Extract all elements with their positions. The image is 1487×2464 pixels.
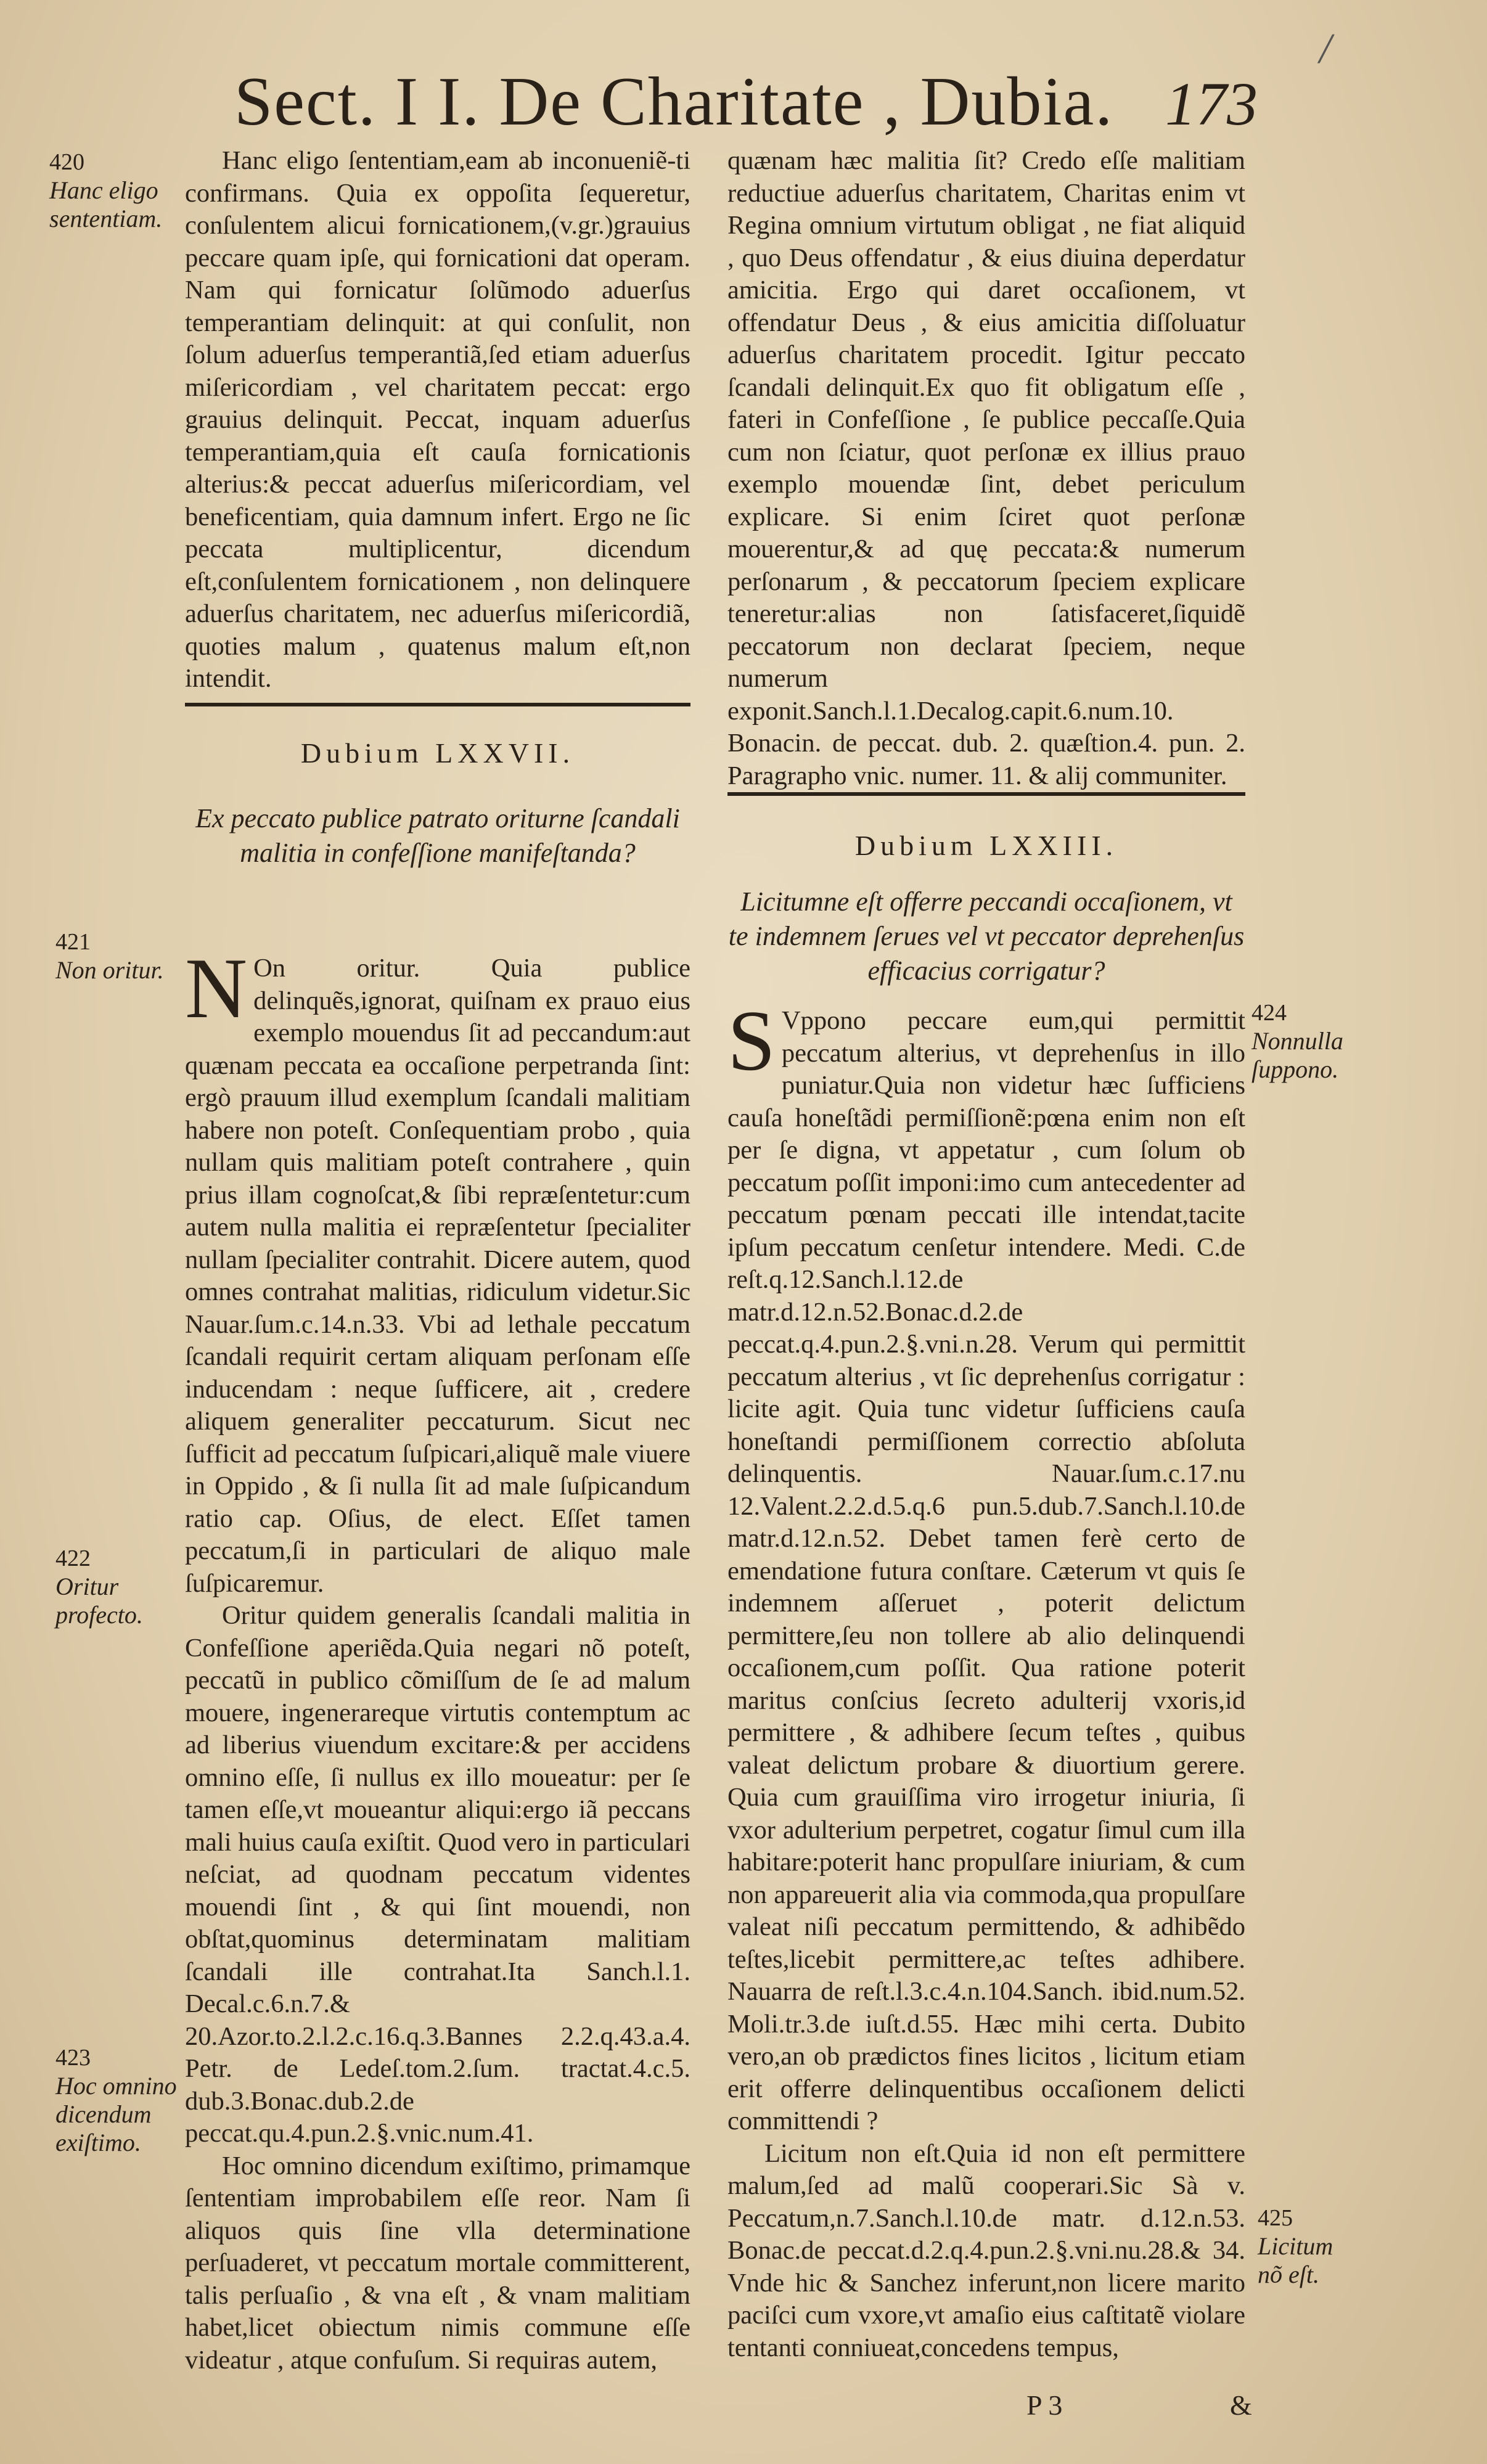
margin-note-number: 420	[49, 149, 84, 175]
paragraph: quænam hæc malitia ſit? Credo eſſe malitiam reductiue aduerſus charitatem, Charitas enim vt Regina omnium virtutum obligat , ne fiat aliquid , quo Deus offendatur , & eius diuina deperdatur amicitia. Ergo qui daret occaſionem, vt offendatur Deus , & eius amicitia diſſoluatur aduerſus charitatem procedit. Igitur peccato ſcandali delinquit.Ex quo fit obligatum eſſe , fateri in Confeſſione , ſe publice peccaſſe.Quia cum non ſciatur, quot perſonæ ex illius prauo exemplo mouendæ ſint, debet periculum explicare. Si enim ſciret quot perſonæ mouerentur,& ad quę peccata:& numerum perſonarum , & peccatorum ſpeciem explicare teneretur:alias non ſatisfaceret,ſiquidẽ peccatorum non declarat ſpeciem, neque numerum exponit.Sanch.l.1.Decalog.capit.6.num.10. Bonacin. de peccat. dub. 2. quæſtion.4. pun. 2. Paragrapho vnic. numer. 11. & alij communiter.	[727, 146, 1245, 790]
margin-note-number: 422	[55, 1545, 91, 1571]
paragraph	[185, 941, 690, 1600]
left-top-text	[185, 145, 690, 695]
running-header	[234, 55, 1258, 148]
paragraph-text: On oritur. Quia publice delinquẽs,ignorat, quiſnam ex prauo eius exemplo mouendus ſit ad peccandum:aut quænam peccata ea occaſione perpetranda ſint: ergò prauum illud exemplum ſcandali malitiam habere non poteſt. Conſequentiam probo , quia nullam quis malitiam poteſt contrahere , quin prius illam cognoſcat,& ſibi repræſentetur:cum autem nulla malitia ei repræſentetur ſpecialiter nullam ſpecialiter contrahit. Dicere autem, quod omnes contrahat malitias, ridiculum videtur.Sic Nauar.ſum.c.14.n.33. Vbi ad lethale peccatum ſcandali requirit certam aliquam perſonam eſſe inducendam : neque ſufficere, ait , credere aliquem generaliter peccaturum. Sicut nec ſufficit ad peccatum ſuſpicari,aliquẽ male viuere in Oppido , & ſi nulla ſit ad male ſuſpicandum ratio cap. Oſius, de elect. Eſſet tamen peccatum,ſi in particulari de aliquo male ſuſpicaremur.	[185, 954, 690, 1598]
catchword: &	[1230, 2389, 1252, 2421]
margin-note-number: 423	[55, 2045, 91, 2071]
paragraph	[727, 993, 1245, 2138]
paragraph: Hanc eligo ſententiam,eam ab inconueniẽ-ti confirmans. Quia ex oppoſita ſequeretur, conſulentem alicui fornicationem,(v.gr.)grauius peccare quam ipſe, qui fornicationi dat operam. Nam qui fornicatur ſolũmodo aduerſus temperantiam delinquit: at qui conſulit, non ſolum aduerſus temperantiã,ſed etiam aduerſus miſericordiam , vel charitatem peccat: ergo grauius delinquit. Peccat, inquam aduerſus temperantiam,quia eſt cauſa fornicationis alterius:& peccat aduerſus miſericordiam, vel beneficentiam, quia damnum infert. Ergo ne ſic peccata multiplicentur, dicendum eſt,conſulentem fornicationem , non delinquere aduerſus charitatem, nec aduerſus miſericordiã, quoties malum , quatenus malum eſt,non intendit.	[185, 146, 690, 693]
margin-note-423	[55, 2044, 179, 2157]
margin-note-label: Oritur profecto.	[55, 1573, 143, 1629]
dubium-question: Ex peccato publice patrato oriturne ſcandali malitia in confeſſione manifeſtanda?	[195, 803, 680, 868]
margin-note-label: Hanc eligo sententiam.	[49, 176, 163, 232]
page-number: 173	[1165, 70, 1258, 138]
signature-mark: P 3	[1026, 2389, 1063, 2421]
margin-note-number: 425	[1258, 2205, 1293, 2231]
dubium-question: Licitumne eſt offerre peccandi occaſionem, vt te indemnem ſerues vel vt peccator deprehenſus efficacius corrigatur?	[728, 886, 1245, 986]
page-title: Sect. I I. De Charitate , Dubia.	[234, 63, 1114, 140]
dubium-heading: Dubium LXXIII.	[854, 830, 1118, 861]
margin-note-425	[1258, 2204, 1362, 2289]
drop-cap: S	[727, 993, 776, 1089]
section-rule-right	[727, 792, 1245, 796]
margin-note-420	[49, 148, 179, 233]
margin-note-label: Non oritur.	[55, 956, 164, 984]
paragraph: Oritur quidem generalis ſcandali malitia in Confeſſione aperiẽda.Quia negari nõ poteſt, peccatũ in publico cõmiſſum de ſe ad malum mouere, ingenerareque virtutis contemptum ac ad liberius viuendum excitare:& per accidens omnino eſſe, ſi nullus ex illo moueatur: per ſe tamen eſſe,vt moueantur aliqui:ergo iã peccans mali huius cauſa exiſtit. Quod vero in particulari neſciat, ad quodnam peccatum videntes mouendi ſint , & qui ſint mouendi, non obſtat,quominus determinatam malitiam ſcandali ille contrahat.Ita Sanch.l.1. Decal.c.6.n.7.& 20.Azor.to.2.l.2.c.16.q.3.Bannes 2.2.q.43.a.4. Petr. de Ledeſ.tom.2.ſum. tractat.4.c.5. dub.3.Bonac.dub.2.de peccat.qu.4.pun.2.§.vnic.num.41.	[185, 1601, 690, 2148]
margin-note-424	[1251, 999, 1362, 1084]
margin-note-label: Licitum nõ eſt.	[1258, 2232, 1333, 2288]
margin-note-421	[55, 928, 179, 984]
margin-note-number: 424	[1251, 1000, 1287, 1026]
right-top-text	[727, 145, 1245, 792]
right-body-text	[727, 993, 1245, 2364]
paragraph-text: Vppono peccare eum,qui permittit peccatum alterius, vt deprehenſus in illo puniatur.Quia non videtur hæc ſufficiens cauſa honeſtãdi permiſſionẽ:pœna enim non eſt per ſe digna, vt appetatur , cum ſolum ob peccatum poſſit imponi:imo cum antecedenter ad peccatum pœnam peccati ille intendat,tacite ipſum peccatum cenſetur intendere. Medi. C.de reſt.q.12.Sanch.l.12.de matr.d.12.n.52.Bonac.d.2.de peccat.q.4.pun.2.§.vni.n.28. Verum qui permittit peccatum alterius , vt ſic deprehenſus corrigatur : licite agit. Quia tunc videtur ſufficiens cauſa honeſtandi permiſſionem correctio abſoluta delinquentis. Nauar.ſum.c.17.nu 12.Valent.2.2.d.5.q.6 pun.5.dub.7.Sanch.l.10.de matr.d.12.n.52. Debet tamen ferè certo de emendatione futura conſtare. Cæterum vt quis ſe indemnem aſſeruet , poterit delictum permittere,ſeu non tollere ab alio delinquendi occaſionem,cum poſſit. Qua ratione poterit maritus conſcius ſecreto adulterij vxoris,id permittere , & adhibere ſecum teſtes , quibus valeat delictum probare & diuortium gerere. Quia cum grauiſſima viro irrogetur iniuria, ſi vxor adulterium perpetret, cogatur ſimul cum illa habitare:poterit hanc propulſare iniuriam, & cum non appareuerit alia via commoda,qua propulſare valeat niſi peccatum permittendo, & adhibẽdo teſtes,licebit permittere,ac teſtes adhibere. Nauarra de reſt.l.3.c.4.n.104.Sanch. ibid.num.52. Moli.tr.3.de iuſt.d.55. Hæc mihi certa. Dubito vero,an ob prædictos fines licitos , licitum etiam erit offerre delinquentibus occaſionem delicti committendi ?	[727, 1006, 1245, 2135]
paragraph: Hoc omnino dicendum exiſtimo, primamque ſententiam improbabilem eſſe reor. Nam ſi aliquos quis ſine vlla determinatione perſuaderet, vt peccatum mortale committerent, talis perſuaſio , & vna eſt , & vnam malitiam habet,licet obiectum nimis commune eſſe videatur , atque confuſum. Si requiras autem,	[185, 2151, 690, 2375]
dubium-heading: Dubium LXXVII.	[300, 737, 575, 769]
left-body-text	[185, 941, 690, 2376]
drop-cap: N	[185, 941, 248, 1036]
margin-note-label: Hoc omnino dicendum exiſtimo.	[55, 2072, 177, 2156]
margin-note-number: 421	[55, 929, 91, 955]
section-rule-left	[185, 703, 690, 706]
paragraph: Licitum non eſt.Quia id non eſt permittere malum,ſed ad malũ cooperari.Sic Sà v. Peccatum,n.7.Sanch.l.10.de matr. d.12.n.53. Bonac.de peccat.d.2.q.4.pun.2.§.vni.nu.28.& 34. Vnde hic & Sanchez inferunt,non licere marito paciſci cum vxore,vt amaſio eius caſtitatẽ violare tentanti conniueat,concedens tempus,	[727, 2139, 1245, 2362]
margin-note-422	[55, 1544, 179, 1629]
corner-mark: /	[1319, 25, 1332, 73]
margin-note-label: Nonnulla ſuppono.	[1251, 1027, 1343, 1083]
